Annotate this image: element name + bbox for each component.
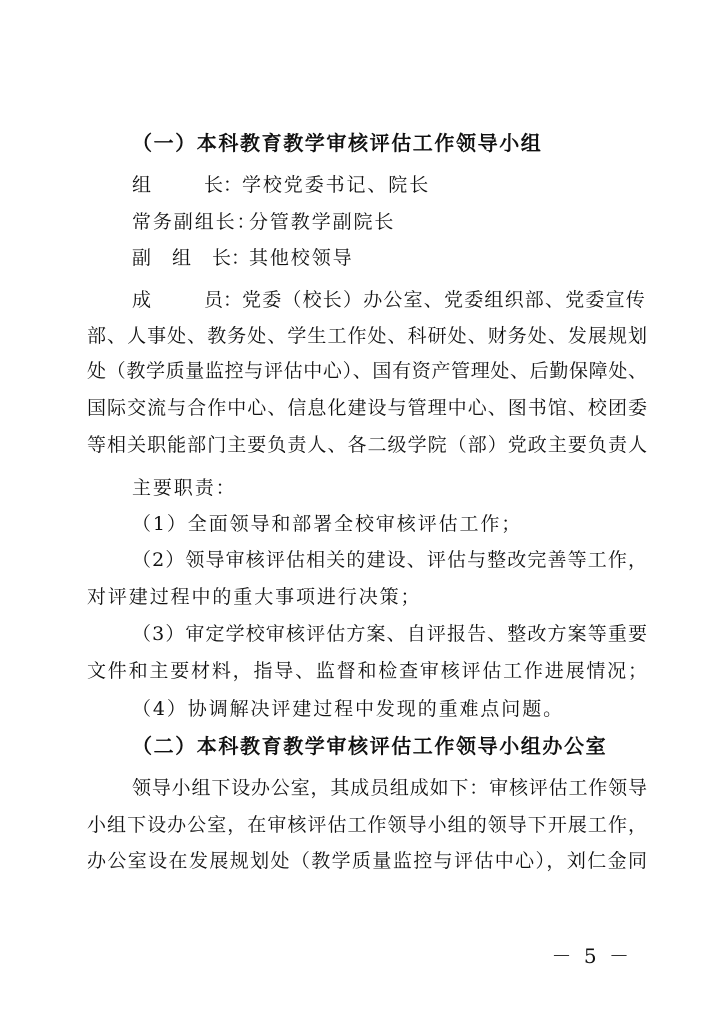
members-line4: 国际交流与合作中心、信息化建设与管理中心、图书馆、校团委 — [87, 397, 647, 419]
members-line3: 处（教学质量监控与评估中心）、国有资产管理处、后勤保障处、 — [87, 360, 647, 382]
deputy-exec-label: 常务副组长： — [132, 211, 258, 233]
section2-para-line3: 办公室设在发展规划处（教学质量监控与评估中心），刘仁金同 — [87, 850, 647, 872]
duty-2-line2: 对评建过程中的重大事项进行决策； — [87, 586, 422, 608]
members-line1: 党委（校长）办公室、党委组织部、党委宣传 — [242, 289, 647, 311]
deputy-exec-value: 分管教学副院长 — [249, 211, 396, 233]
duties-label: 主要职责： — [132, 477, 237, 499]
members-row — [132, 288, 647, 312]
deputy-label-c: 长： — [212, 247, 251, 269]
deputy-value: 其他校领导 — [249, 247, 354, 269]
section2-para-line1: 领导小组下设办公室，其成员组成如下：审核评估工作领导 — [132, 777, 647, 799]
section2-para-line2: 小组下设办公室，在审核评估工作领导小组的领导下开展工作， — [87, 814, 647, 836]
deputy-label-b: 组 — [172, 247, 192, 269]
members-line5: 等相关职能部门主要负责人、各二级学院（部）党政主要负责人 — [87, 434, 647, 456]
duty-4: （4）协调解决评建过程中发现的重难点问题。 — [132, 698, 564, 720]
duty-3-line2: 文件和主要材料，指导、监督和检查审核评估工作进展情况； — [87, 660, 647, 682]
section2-title: （二）本科教育教学审核评估工作领导小组办公室 — [132, 734, 608, 758]
leader-value: 学校党委书记、院长 — [242, 174, 431, 196]
section1-title: （一）本科教育教学审核评估工作领导小组 — [132, 131, 543, 155]
deputy-label-a: 副 — [132, 247, 152, 269]
page-number: － 5 － — [551, 944, 632, 968]
leader-row — [132, 173, 647, 197]
duty-2-line1: （2）领导审核评估相关的建设、评估与整改完善等工作， — [132, 549, 647, 571]
leader-label-a: 组 — [132, 174, 152, 196]
leader-label-b: 长： — [203, 174, 242, 196]
deputy-exec-row — [132, 210, 647, 234]
deputy-row — [132, 246, 647, 270]
members-label-b: 员： — [203, 289, 242, 311]
duty-3-line1: （3）审定学校审核评估方案、自评报告、整改方案等重要 — [132, 623, 647, 645]
members-line2: 部、人事处、教务处、学生工作处、科研处、财务处、发展规划 — [87, 325, 647, 347]
members-label-a: 成 — [132, 289, 152, 311]
duty-1: （1）全面领导和部署全校审核评估工作； — [132, 513, 523, 535]
